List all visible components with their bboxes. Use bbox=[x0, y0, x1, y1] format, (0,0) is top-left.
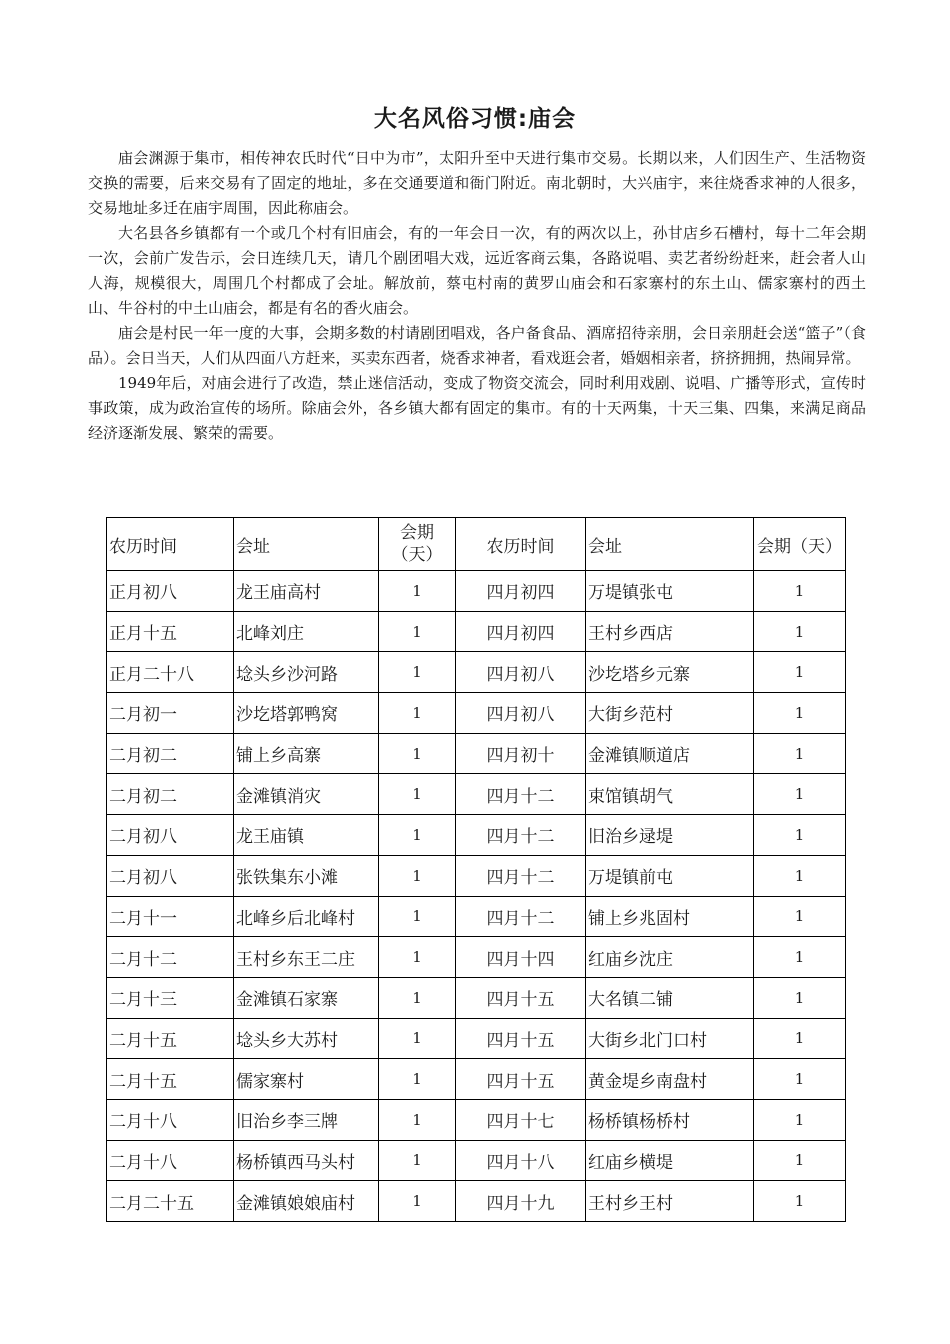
cell-lunar-date: 正月初八 bbox=[107, 571, 234, 612]
cell-fair-days: 1 bbox=[379, 977, 456, 1018]
table-row bbox=[107, 1059, 846, 1100]
table-header-row bbox=[107, 518, 846, 571]
cell-fair-days: 1 bbox=[379, 733, 456, 774]
table-body bbox=[107, 571, 846, 1222]
cell-lunar-date: 四月十八 bbox=[456, 1140, 586, 1181]
cell-lunar-date: 四月初八 bbox=[456, 652, 586, 693]
cell-fair-days: 1 bbox=[379, 855, 456, 896]
cell-lunar-date: 二月初八 bbox=[107, 815, 234, 856]
cell-fair-days: 1 bbox=[754, 896, 846, 937]
cell-lunar-date: 二月初八 bbox=[107, 855, 234, 896]
cell-fair-site: 红庙乡横堤 bbox=[586, 1140, 754, 1181]
cell-fair-days: 1 bbox=[754, 1099, 846, 1140]
cell-fair-days: 1 bbox=[754, 733, 846, 774]
cell-fair-days: 1 bbox=[379, 774, 456, 815]
cell-fair-days: 1 bbox=[379, 1140, 456, 1181]
cell-lunar-date: 二月初二 bbox=[107, 774, 234, 815]
table-row bbox=[107, 855, 846, 896]
document-body bbox=[88, 146, 866, 446]
cell-fair-site: 龙王庙镇 bbox=[234, 815, 379, 856]
header-fair-days: 会期（天） bbox=[379, 518, 456, 571]
cell-lunar-date: 四月十五 bbox=[456, 1059, 586, 1100]
table-row bbox=[107, 977, 846, 1018]
cell-fair-site: 黄金堤乡南盘村 bbox=[586, 1059, 754, 1100]
document-title: 大名风俗习惯:庙会 bbox=[373, 106, 577, 132]
table-row bbox=[107, 1099, 846, 1140]
cell-fair-site: 杨桥镇西马头村 bbox=[234, 1140, 379, 1181]
cell-fair-days: 1 bbox=[754, 1059, 846, 1100]
table-row bbox=[107, 815, 846, 856]
cell-lunar-date: 四月初四 bbox=[456, 611, 586, 652]
cell-fair-days: 1 bbox=[379, 571, 456, 612]
cell-fair-site: 儒家寨村 bbox=[234, 1059, 379, 1100]
cell-lunar-date: 二月十二 bbox=[107, 937, 234, 978]
cell-fair-days: 1 bbox=[754, 774, 846, 815]
cell-lunar-date: 二月十八 bbox=[107, 1140, 234, 1181]
cell-fair-site: 沙圪塔乡元寨 bbox=[586, 652, 754, 693]
table-row bbox=[107, 1181, 846, 1222]
temple-fair-table bbox=[106, 517, 846, 1222]
cell-lunar-date: 四月初八 bbox=[456, 693, 586, 734]
cell-fair-site: 沙圪塔郭鸭窝 bbox=[234, 693, 379, 734]
paragraph: 庙会渊源于集市，相传神农氏时代“日中为市”，太阳升至中天进行集市交易。长期以来，人们因生产、生活物资交换的需要，后来交易有了固定的地址，多在交通要道和衙门附近。南北朝时，大兴庙宇，来往烧香求神的人很多，交易地址多迁在庙宇周围，因此称庙会。 bbox=[88, 149, 866, 217]
cell-lunar-date: 四月十七 bbox=[456, 1099, 586, 1140]
cell-fair-days: 1 bbox=[379, 1181, 456, 1222]
cell-fair-days: 1 bbox=[754, 815, 846, 856]
cell-lunar-date: 四月十四 bbox=[456, 937, 586, 978]
cell-lunar-date: 四月十五 bbox=[456, 977, 586, 1018]
cell-lunar-date: 四月十二 bbox=[456, 855, 586, 896]
cell-lunar-date: 二月初一 bbox=[107, 693, 234, 734]
cell-lunar-date: 二月初二 bbox=[107, 733, 234, 774]
cell-lunar-date: 二月十八 bbox=[107, 1099, 234, 1140]
table-row bbox=[107, 693, 846, 734]
cell-fair-site: 旧治乡李三牌 bbox=[234, 1099, 379, 1140]
cell-lunar-date: 四月初四 bbox=[456, 571, 586, 612]
cell-fair-days: 1 bbox=[754, 977, 846, 1018]
cell-fair-site: 大街乡北门口村 bbox=[586, 1018, 754, 1059]
table-row bbox=[107, 1140, 846, 1181]
table-row bbox=[107, 611, 846, 652]
cell-fair-site: 北峰乡后北峰村 bbox=[234, 896, 379, 937]
cell-fair-site: 大街乡范村 bbox=[586, 693, 754, 734]
cell-fair-site: 铺上乡高寨 bbox=[234, 733, 379, 774]
cell-fair-days: 1 bbox=[754, 611, 846, 652]
table-row bbox=[107, 896, 846, 937]
header-fair-days: 会期（天） bbox=[754, 518, 846, 571]
header-fair-site: 会址 bbox=[234, 518, 379, 571]
cell-lunar-date: 正月十五 bbox=[107, 611, 234, 652]
table-row bbox=[107, 774, 846, 815]
cell-lunar-date: 四月初十 bbox=[456, 733, 586, 774]
cell-fair-site: 金滩镇顺道店 bbox=[586, 733, 754, 774]
cell-fair-days: 1 bbox=[379, 937, 456, 978]
header-lunar-date: 农历时间 bbox=[456, 518, 586, 571]
cell-fair-days: 1 bbox=[754, 1018, 846, 1059]
cell-lunar-date: 二月二十五 bbox=[107, 1181, 234, 1222]
cell-fair-days: 1 bbox=[379, 1018, 456, 1059]
cell-fair-site: 王村乡东王二庄 bbox=[234, 937, 379, 978]
cell-fair-days: 1 bbox=[379, 1099, 456, 1140]
cell-fair-site: 红庙乡沈庄 bbox=[586, 937, 754, 978]
cell-lunar-date: 四月十二 bbox=[456, 815, 586, 856]
cell-lunar-date: 二月十五 bbox=[107, 1059, 234, 1100]
cell-fair-site: 束馆镇胡气 bbox=[586, 774, 754, 815]
cell-lunar-date: 二月十一 bbox=[107, 896, 234, 937]
cell-fair-site: 铺上乡兆固村 bbox=[586, 896, 754, 937]
cell-fair-site: 万堤镇张屯 bbox=[586, 571, 754, 612]
cell-fair-days: 1 bbox=[754, 693, 846, 734]
cell-fair-days: 1 bbox=[379, 611, 456, 652]
table-row bbox=[107, 1018, 846, 1059]
cell-fair-site: 王村乡西店 bbox=[586, 611, 754, 652]
cell-fair-days: 1 bbox=[754, 571, 846, 612]
cell-fair-site: 王村乡王村 bbox=[586, 1181, 754, 1222]
cell-fair-days: 1 bbox=[754, 1140, 846, 1181]
cell-fair-site: 张铁集东小滩 bbox=[234, 855, 379, 896]
cell-fair-site: 埝头乡大苏村 bbox=[234, 1018, 379, 1059]
cell-lunar-date: 四月十二 bbox=[456, 896, 586, 937]
cell-lunar-date: 二月十五 bbox=[107, 1018, 234, 1059]
cell-lunar-date: 四月十五 bbox=[456, 1018, 586, 1059]
cell-lunar-date: 正月二十八 bbox=[107, 652, 234, 693]
table-row bbox=[107, 571, 846, 612]
table-row bbox=[107, 733, 846, 774]
cell-fair-site: 大名镇二铺 bbox=[586, 977, 754, 1018]
cell-fair-days: 1 bbox=[379, 815, 456, 856]
cell-fair-days: 1 bbox=[379, 896, 456, 937]
cell-fair-site: 金滩镇娘娘庙村 bbox=[234, 1181, 379, 1222]
cell-fair-days: 1 bbox=[754, 855, 846, 896]
cell-lunar-date: 二月十三 bbox=[107, 977, 234, 1018]
paragraph: 庙会是村民一年一度的大事，会期多数的村请剧团唱戏，各户备食品、酒席招待亲朋，会日亲朋赶会送“篮子”（食品）。会日当天，人们从四面八方赶来，买卖东西者，烧香求神者，看戏逛会者，婚姻相亲者，挤挤拥拥，热闹异常。 bbox=[88, 324, 866, 367]
cell-fair-site: 金滩镇石家寨 bbox=[234, 977, 379, 1018]
cell-fair-site: 杨桥镇杨桥村 bbox=[586, 1099, 754, 1140]
cell-fair-days: 1 bbox=[379, 693, 456, 734]
cell-fair-site: 北峰刘庄 bbox=[234, 611, 379, 652]
cell-fair-site: 埝头乡沙河路 bbox=[234, 652, 379, 693]
header-lunar-date: 农历时间 bbox=[107, 518, 234, 571]
cell-lunar-date: 四月十二 bbox=[456, 774, 586, 815]
cell-fair-site: 龙王庙高村 bbox=[234, 571, 379, 612]
paragraph: 1949年后，对庙会进行了改造，禁止迷信活动，变成了物资交流会，同时利用戏剧、说唱、广播等形式，宣传时事政策，成为政治宣传的场所。除庙会外，各乡镇大都有固定的集市。有的十天两集，十天三集、四集，来满足商品经济逐渐发展、繁荣的需要。 bbox=[88, 374, 866, 442]
cell-fair-days: 1 bbox=[754, 1181, 846, 1222]
table-row bbox=[107, 937, 846, 978]
cell-fair-days: 1 bbox=[754, 652, 846, 693]
table-row bbox=[107, 652, 846, 693]
cell-fair-days: 1 bbox=[754, 937, 846, 978]
cell-fair-site: 金滩镇消灾 bbox=[234, 774, 379, 815]
cell-fair-site: 万堤镇前屯 bbox=[586, 855, 754, 896]
cell-fair-days: 1 bbox=[379, 1059, 456, 1100]
header-fair-site: 会址 bbox=[586, 518, 754, 571]
cell-fair-days: 1 bbox=[379, 652, 456, 693]
paragraph: 大名县各乡镇都有一个或几个村有旧庙会，有的一年会日一次，有的两次以上，孙甘店乡石槽村，每十二年会期一次，会前广发告示，会日连续几天，请几个剧团唱大戏，远近客商云集，各路说唱、卖艺者纷纷赶来，赶会者人山人海，规模很大，周围几个村都成了会址。解放前，蔡屯村南的黄罗山庙会和石家寨村的东土山、儒家寨村的西土山、牛谷村的中土山庙会，都是有名的香火庙会。 bbox=[88, 224, 866, 317]
cell-lunar-date: 四月十九 bbox=[456, 1181, 586, 1222]
cell-fair-site: 旧治乡逯堤 bbox=[586, 815, 754, 856]
